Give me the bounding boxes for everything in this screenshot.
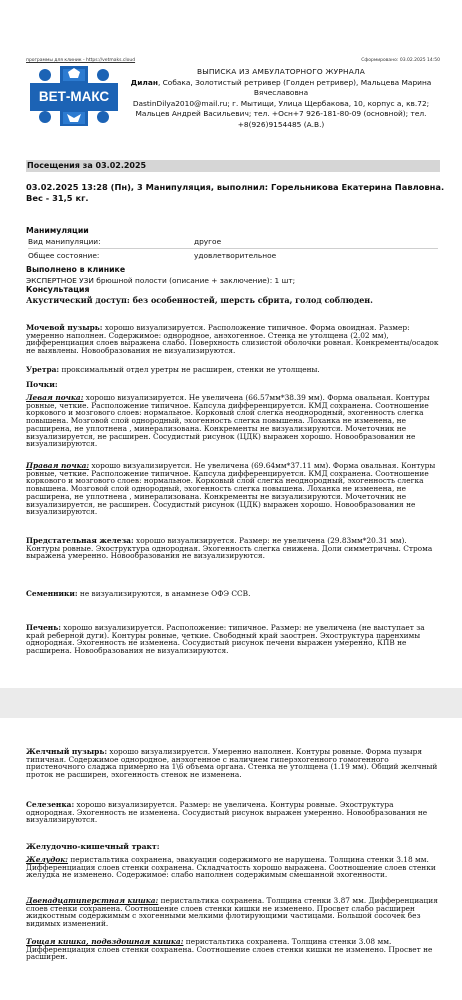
left-kidney-paragraph: [26, 394, 440, 448]
manipulation-value: другое: [194, 237, 222, 246]
stomach-paragraph: [26, 856, 440, 879]
patient-description: , Собака, Золотистый ретривер (Голден ретривер), Мальцева Марина Вячеславовна: [157, 77, 432, 98]
duodenum-label: Двенадцатиперстная кишка:: [26, 896, 159, 905]
manipulation-value: удовлетворительное: [194, 251, 277, 260]
page-top-row: [26, 58, 440, 66]
testes-label: Семенники:: [26, 589, 78, 598]
patient-name: Дилан: [130, 77, 158, 87]
done-heading: Выполнено в клинике: [26, 265, 126, 274]
git-heading: Желудочно-кишечный тракт:: [26, 842, 160, 851]
left-kidney-label: Левая почка:: [26, 393, 84, 402]
stomach-label: Желудок:: [26, 855, 69, 864]
left-kidney-text: хорошо визуализируется. Не увеличена (66.57мм*38.39 мм). Форма овальная. Контуры ровные, четкие. Расположение типичное. Капсула дифференцируется. КМД сохранена. Соотношение коркового и мозгового слоев: нормальное. Корковый слой слегка неоднородный, эхогенность слегка повышена. Мозговой слой однородный, эхогенность слегка повышена. Лоханка не изменена, не расширена, не уплотнена , минерализована. Конкременты не визуализируются. Мочеточник не визуализируется, не расширен. Сосудистый рисунок (ЦДК) выражен хорошо. Новообразования не визуализируются.: [26, 393, 430, 449]
right-kidney-label: Правая почка:: [26, 461, 90, 470]
prostate-label: Предстательная железа:: [26, 536, 134, 545]
right-kidney-text: хорошо визуализируется. Не увеличена (69.64мм*37.11 мм). Форма овальная. Контуры ровные, четкие. Расположение типичное. Капсула дифференцируется. КМД сохранена. Соотношение коркового и мозгового слоев: нормальное. Корковый слой слегка неоднородный, эхогенность слегка повышена. Мозговой слой однородный, эхогенность слегка повышена. Лоханка не изменена, не расширена, не уплотнена , минерализована. Конкременты не визуализируются. Мочеточник не визуализируется, не расширен. Сосудистый рисунок (ЦДК) выражен хорошо. Новообразования не визуализируются.: [26, 461, 436, 517]
patient-line: [122, 78, 440, 99]
kidneys-heading: Почки:: [26, 380, 58, 389]
generated-timestamp: Сформировано: 03.02.2025 14:50: [361, 58, 440, 63]
visit-summary: [26, 182, 446, 204]
page-separator: [0, 688, 462, 718]
clinic-logo: [30, 66, 118, 126]
manipulation-row: [28, 237, 438, 249]
software-link[interactable]: программы для клиник - https://vetmaks.cloud: [26, 58, 136, 63]
duodenum-paragraph: [26, 897, 440, 928]
urethra-text: проксимальный отдел уретры не расширен, стенки не утолщены.: [59, 365, 320, 374]
report-page-2: [0, 718, 462, 1000]
visits-bar: Посещения за 03.02.2025: [26, 160, 440, 172]
liver-text: хорошо визуализируется. Расположение: типичное. Размер: не увеличена (не выступает за край реберной дуги). Контуры ровные, четкие. Свободный край заострен. Эхоструктура паренхимы однородная. Эхогенность не изменена. Сосудистый рисунок печени выражен умеренно, КПВ не расширена. Новообразования не визуализируются.: [26, 623, 425, 656]
bladder-paragraph: [26, 324, 440, 355]
prostate-text: хорошо визуализируется. Размер: не увеличена (29.83мм*20.31 мм). Контуры ровные. Эхоструктура однородная. Эхогенность слегка снижена. Доли симметричны. Строма выражена умеренно. Новообразования не визуализируются.: [26, 536, 433, 561]
logo-text: ВЕТ-МАКС: [38, 89, 110, 104]
stomach-text: перистальтика сохранена, эвакуация содержимого не нарушена. Толщина стенки 3.18 мм. Дифференциация слоев стенки сохранена. Складчатость хорошо выражена. Соотношение слоев стенки желудка не изменено. Содержимое: слабо наполнен содержимым смешанной эхогенности.: [26, 855, 436, 880]
bladder-text: хорошо визуализируется. Расположение типичное. Форма овоидная. Размер: умеренно наполнен. Содержимое: однородное, анэхогенное. Стенка не утолщена (2.02 мм), дифференциация слоев выражена слабо. Поверхность слизистой оболочки ровная. Конкременты/осадок не выявлены. Новообразования не визуализируются.: [26, 323, 439, 356]
jejunum-label: Тощая кишка, подвздошная кишка:: [26, 937, 184, 946]
duodenum-text: перистальтика сохранена. Толщина стенки 3.87 мм. Дифференциация слоев стенки сохранена. Соотношение слоев стенки кишки не изменено. Просвет слабо расширен жидкостным содержимым с эхогенными мелкими флотирующими частицами. Большой сосочек без видимых изменений.: [26, 896, 438, 929]
bladder-label: Мочевой пузырь:: [26, 323, 103, 332]
right-kidney-paragraph: [26, 462, 440, 516]
urethra-paragraph: [26, 366, 440, 374]
manipulation-row: [28, 251, 438, 262]
visit-weight: Вес - 31,5 кг.: [26, 193, 89, 203]
owner-contacts: DastinDilya2010@mail.ru; г. Мытищи, Улица Щербакова, 10, корпус а, кв.72; Мальцев Андрей Васильевич; тел. +Осн+7 926-181-80-09 (основной); тел. +8(926)9154485 (А.В.): [132, 98, 430, 129]
jejunum-paragraph: [26, 938, 440, 961]
spleen-label: Селезенка:: [26, 800, 75, 809]
consult-heading: Консультация: [26, 285, 90, 294]
document-title: ВЫПИСКА ИЗ АМБУЛАТОРНОГО ЖУРНАЛА: [196, 67, 366, 76]
manipulations-heading: Манимуляции: [26, 226, 89, 235]
liver-paragraph: [26, 624, 440, 655]
visit-line: 03.02.2025 13:28 (Пн), 3 Манипуляция, выполнил: Горельникова Екатерина Павловна.: [26, 182, 445, 192]
consult-line: Акустический доступ: без особенностей, шерсть сбрита, голод соблюден.: [26, 295, 373, 305]
done-item: ЭКСПЕРТНОЕ УЗИ брюшной полости (описание + заключение): 1 шт;: [26, 276, 296, 285]
gallbladder-label: Желчный пузырь:: [26, 747, 108, 756]
spleen-text: хорошо визуализируется. Размер: не увеличена. Контуры ровные. Эхоструктура однородная. Эхогенность не изменена. Сосудистый рисунок выражен умеренно. Новообразования не визуализируются.: [26, 800, 428, 825]
jejunum-text: перистальтика сохранена. Толщина стенки 3.08 мм. Дифференциация слоев стенки сохранена. Соотношение слоев стенки кишки не изменено. Просвет не расширен.: [26, 937, 433, 962]
manipulation-key: Вид манипуляции:: [28, 237, 101, 246]
prostate-paragraph: [26, 537, 440, 560]
spleen-paragraph: [26, 801, 440, 824]
gallbladder-paragraph: [26, 748, 440, 779]
document-header: [122, 67, 440, 131]
manipulation-key: Общее состояние:: [28, 251, 100, 260]
testes-paragraph: [26, 590, 440, 598]
gallbladder-text: хорошо визуализируется. Умеренно наполнен. Контуры ровные. Форма пузыря типичная. Содержимое однородное, анэхогенное с наличием гиперэхогенного гомогенного пристеночного сладжа примерно на 1\6 объема органа. Стенка не утолщена (1.19 мм). Общий желчный проток не расширен, эхогенность стенок не изменена.: [26, 747, 438, 780]
liver-label: Печень:: [26, 623, 61, 632]
urethra-label: Уретра:: [26, 365, 60, 374]
testes-text: не визуализируются, в анамнезе ОФЭ ССВ.: [77, 589, 251, 598]
